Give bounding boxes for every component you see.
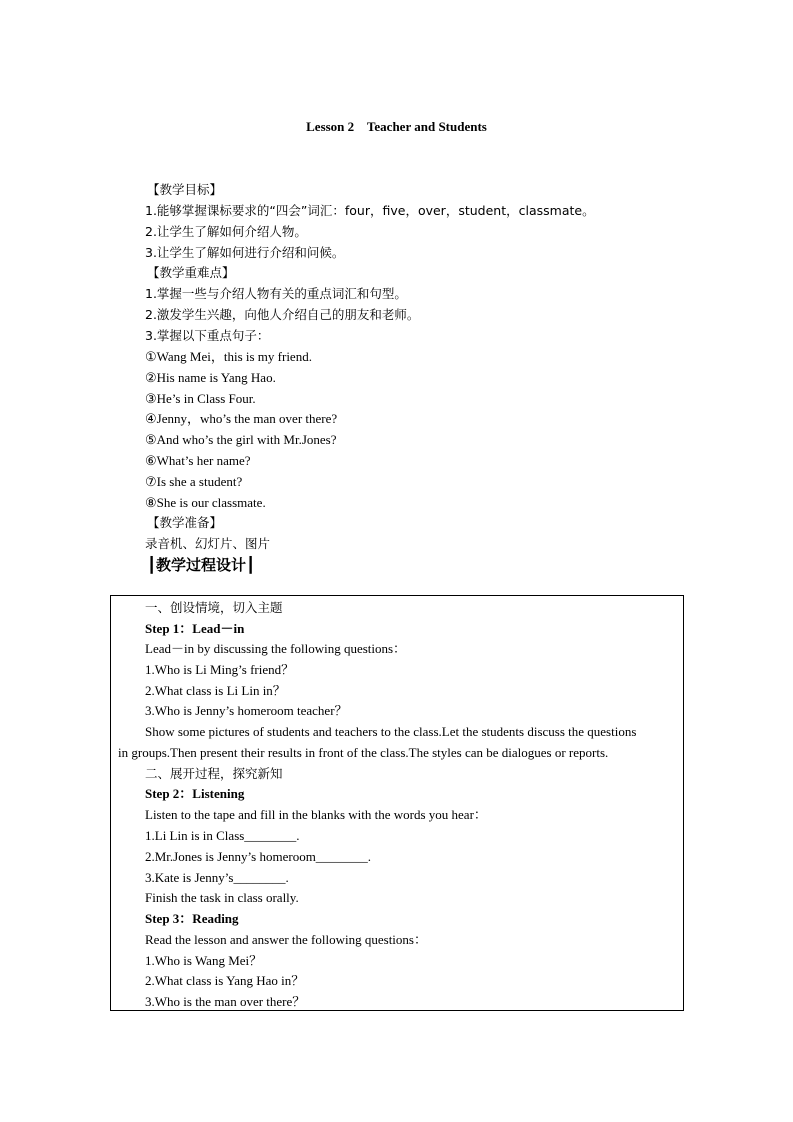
key-sentence: ③He’s in Class Four. bbox=[145, 391, 256, 406]
step2-blank: 2.Mr.Jones is Jenny’s homeroom________. bbox=[145, 849, 372, 864]
step3-question: 3.Who is the man over there？ bbox=[145, 994, 306, 1009]
step1-activity-line: Show some pictures of students and teachers to the class.Let the students discuss the questions bbox=[145, 724, 637, 739]
preparation-items: 录音机、幻灯片、图片 bbox=[145, 536, 271, 551]
step1-title: Step 1：Lead－in bbox=[145, 621, 245, 636]
part1-heading: 一、创设情境，切入主题 bbox=[145, 600, 283, 615]
step2-intro: Listen to the tape and fill in the blanks with the words you hear： bbox=[145, 807, 487, 822]
key-sentence: ⑧She is our classmate. bbox=[145, 495, 266, 510]
key-point-item: 1.掌握一些与介绍人物有关的重点词汇和句型。 bbox=[145, 286, 407, 301]
step3-intro: Read the lesson and answer the following questions： bbox=[145, 932, 427, 947]
step3-question: 1.Who is Wang Mei？ bbox=[145, 953, 263, 968]
objective-item: 2.让学生了解如何介绍人物。 bbox=[145, 224, 307, 239]
process-heading: ┃教学过程设计┃ bbox=[147, 556, 256, 574]
objective-item: 3.让学生了解如何进行介绍和问候。 bbox=[145, 245, 345, 260]
key-sentence: ①Wang Mei，this is my friend. bbox=[145, 349, 312, 364]
key-point-item: 2.激发学生兴趣，向他人介绍自己的朋友和老师。 bbox=[145, 307, 420, 322]
key-sentence: ④Jenny，who’s the man over there? bbox=[145, 411, 338, 426]
step2-title: Step 2：Listening bbox=[145, 786, 245, 801]
objective-item: 1.能够掌握课标要求的“四会”词汇：four，five，over，student，classmate。 bbox=[145, 203, 595, 218]
step3-title: Step 3：Reading bbox=[145, 911, 239, 926]
step2-blank: 1.Li Lin is in Class________. bbox=[145, 828, 300, 843]
key-points-heading: 【教学重难点】 bbox=[147, 265, 235, 280]
key-point-item: 3.掌握以下重点句子： bbox=[145, 328, 270, 343]
key-sentence: ⑦Is she a student? bbox=[145, 474, 243, 489]
step1-question: 3.Who is Jenny’s homeroom teacher？ bbox=[145, 703, 348, 718]
step3-question: 2.What class is Yang Hao in？ bbox=[145, 973, 305, 988]
step1-activity-line: in groups.Then present their results in front of the class.The styles can be dialogues or reports. bbox=[118, 745, 609, 760]
step1-intro: Lead－in by discussing the following questions： bbox=[145, 641, 407, 656]
process-box bbox=[110, 595, 684, 1011]
key-sentence: ⑤And who’s the girl with Mr.Jones? bbox=[145, 432, 337, 447]
part2-heading: 二、展开过程，探究新知 bbox=[145, 766, 283, 781]
step2-blank: 3.Kate is Jenny’s________. bbox=[145, 870, 289, 885]
step1-question: 2.What class is Li Lin in？ bbox=[145, 683, 286, 698]
step2-task: Finish the task in class orally. bbox=[145, 890, 299, 905]
key-sentence: ⑥What’s her name? bbox=[145, 453, 251, 468]
preparation-heading: 【教学准备】 bbox=[147, 515, 223, 530]
key-sentence: ②His name is Yang Hao. bbox=[145, 370, 276, 385]
objectives-heading: 【教学目标】 bbox=[147, 182, 223, 197]
lesson-title: Lesson 2 Teacher and Students bbox=[306, 119, 487, 134]
step1-question: 1.Who is Li Ming’s friend？ bbox=[145, 662, 295, 677]
